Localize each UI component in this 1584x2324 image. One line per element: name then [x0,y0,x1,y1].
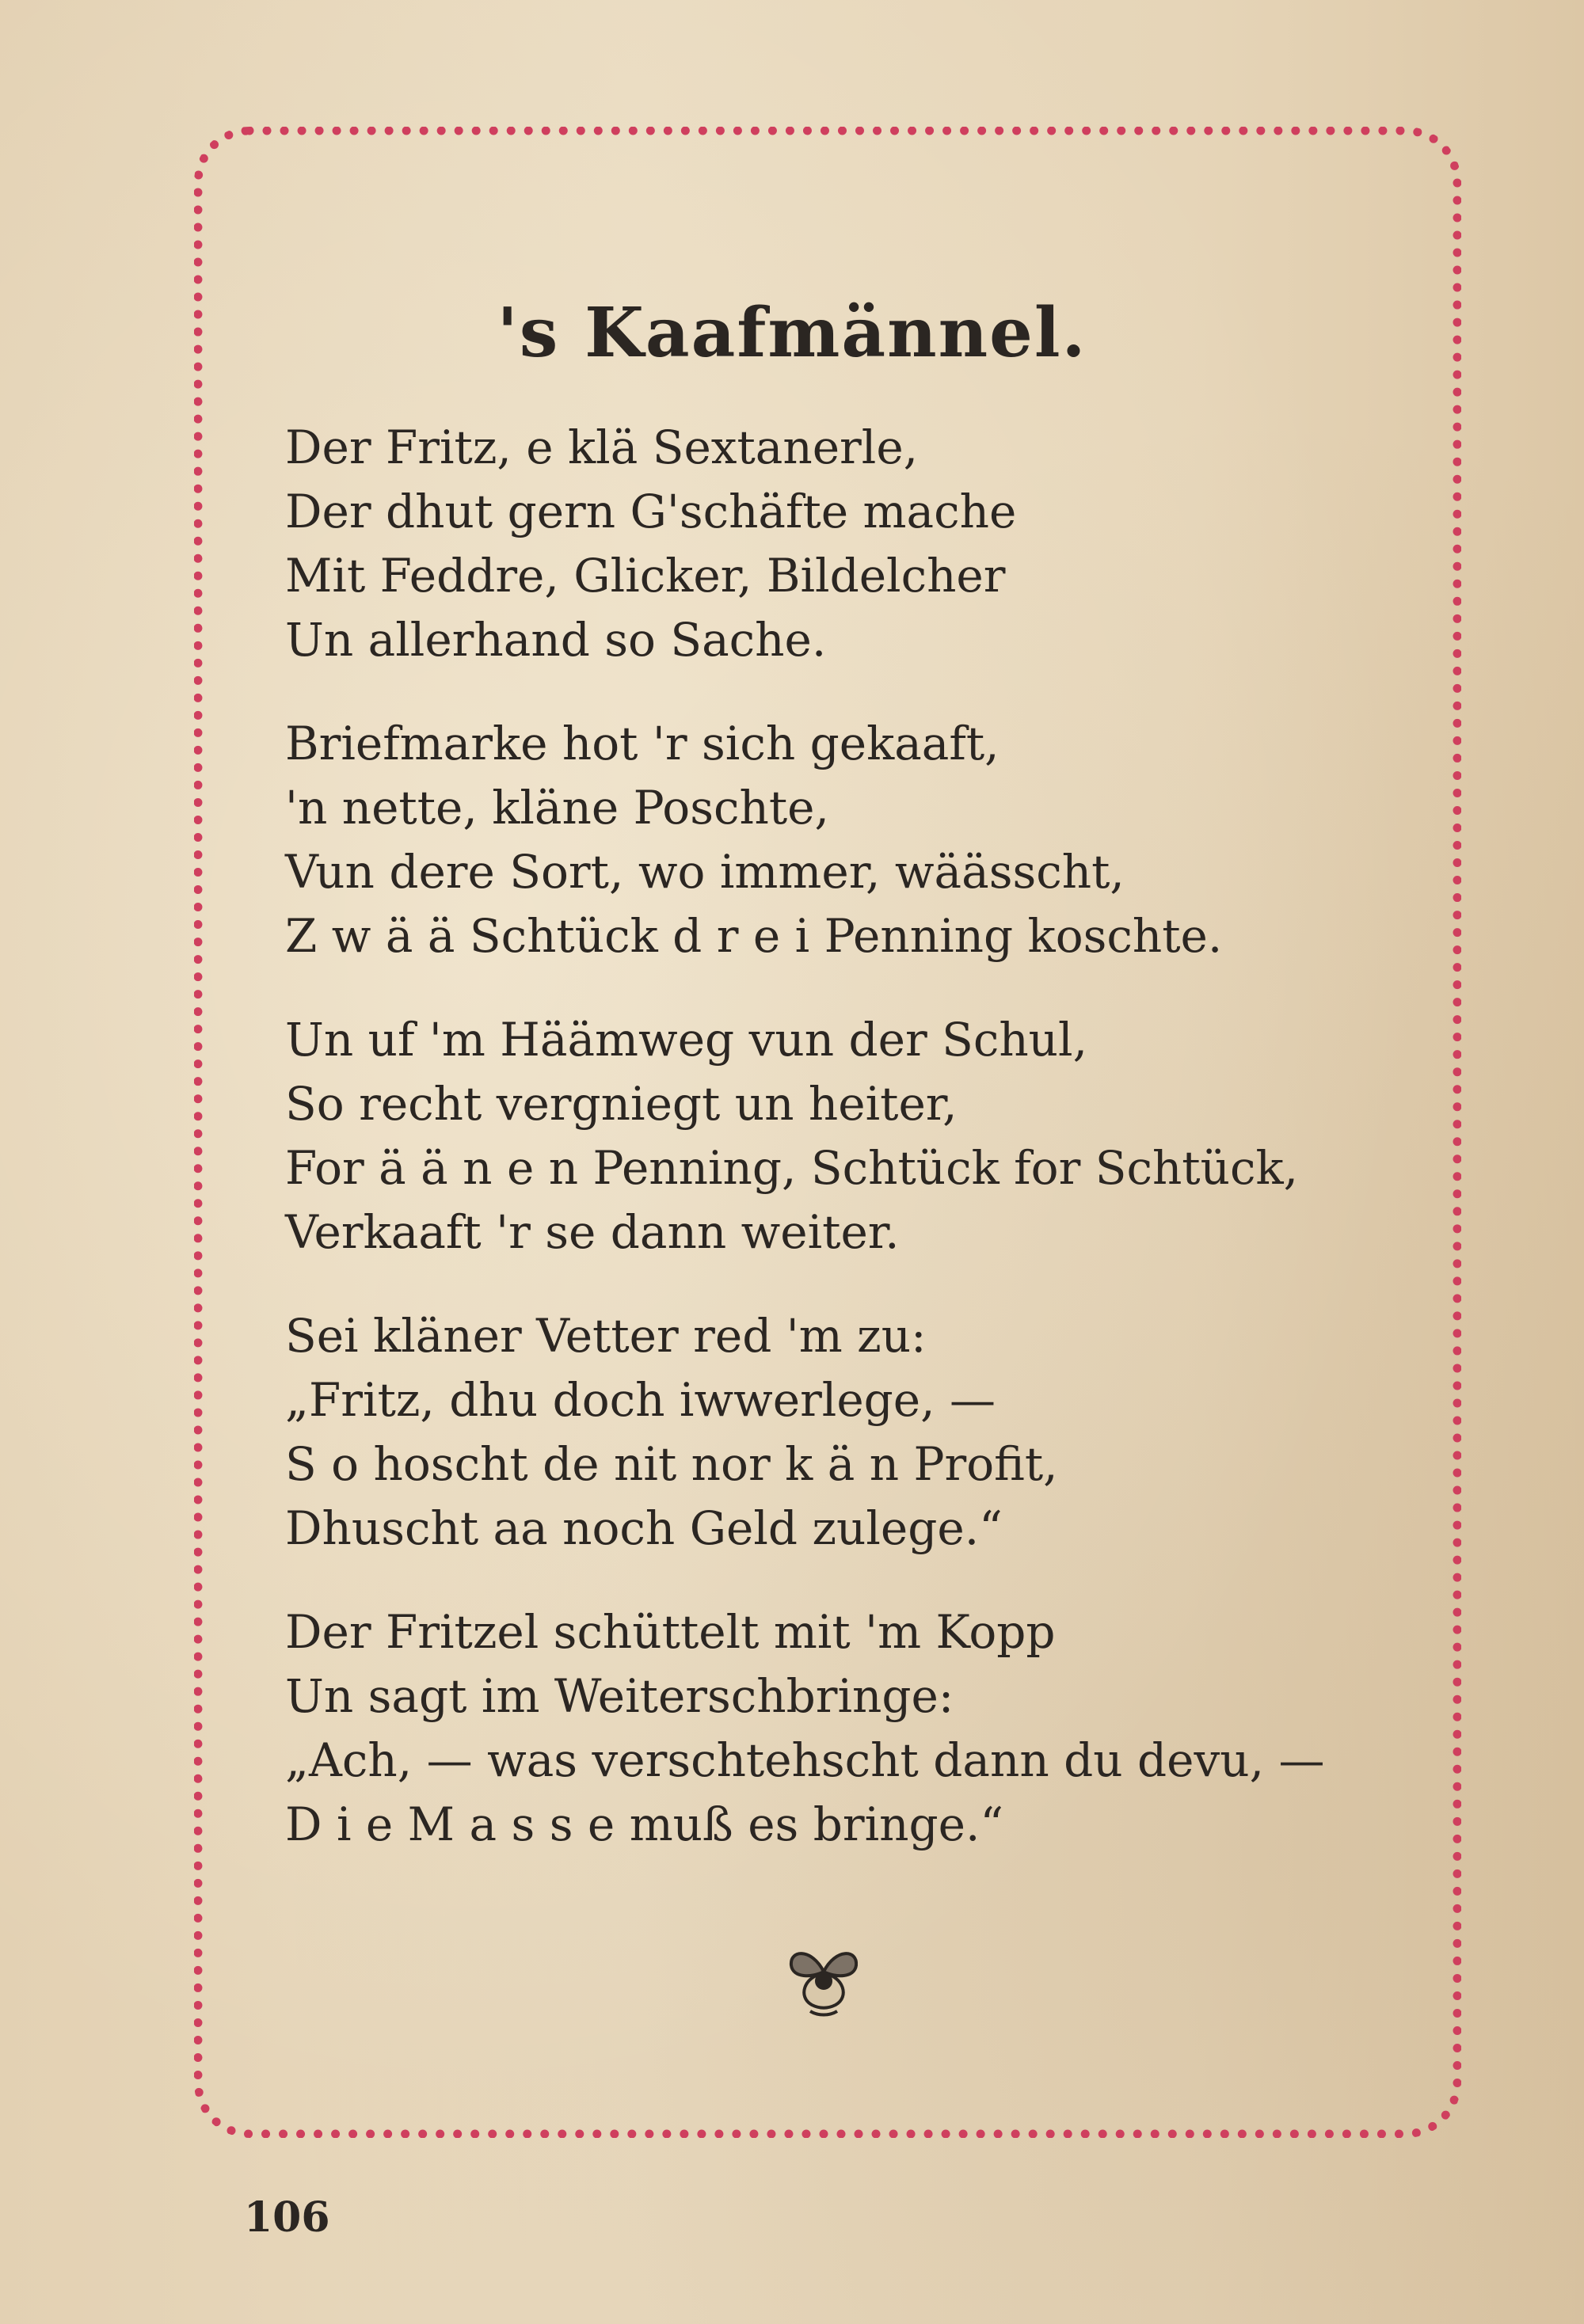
poem-line: Un sagt im Weiterschbringe: [285,1669,954,1723]
poem-line: Un uf 'm Häämweg vun der Schul, [285,1013,1088,1067]
poem-line: 'n nette, kläne Poschte, [285,781,829,835]
poem-body [285,416,1394,1896]
stanza-2 [285,712,1394,968]
poem-line: Sei kläner Vetter red 'm zu: [285,1309,927,1363]
poem-line: Dhuscht aa noch Geld zulege.“ [285,1501,1003,1555]
poem-line: Der Fritzel schüttelt mit 'm Kopp [285,1605,1056,1659]
poem-line: Der Fritz, e klä Sextanerle, [285,420,919,474]
poem-line: „Fritz, dhu doch iwwerlege, — [285,1373,996,1427]
stanza-3 [285,1008,1394,1265]
stanza-4 [285,1304,1394,1561]
stanza-1 [285,416,1394,672]
poem-line: S o hoscht de nit nor k ä n Profit, [285,1437,1058,1491]
poem-line: Z w ä ä Schtück d r e i Penning koschte. [285,909,1223,963]
poem-line: „Ach, — was verschtehscht dann du devu, — [285,1733,1325,1787]
poem-line: So recht vergniegt un heiter, [285,1077,958,1131]
poem-line: Briefmarke hot 'r sich gekaaft, [285,717,1000,770]
stanza-5 [285,1600,1394,1857]
poem-line: Verkaaft 'r se dann weiter. [285,1205,900,1259]
poem-line: For ä ä n e n Penning, Schtück for Schtück, [285,1141,1299,1195]
page-number: 106 [244,2193,330,2242]
flower-ornament-icon [780,1932,867,2019]
poem-title: 's Kaafmännel. [497,293,1087,373]
poem-line: Vun dere Sort, wo immer, wäässcht, [285,845,1125,899]
poem-line: Mit Feddre, Glicker, Bildelcher [285,549,1006,603]
poem-line: Der dhut gern G'schäfte mache [285,485,1017,538]
poem-line: D i e M a s s e muß es bringe.“ [285,1797,1004,1851]
poem-line: Un allerhand so Sache. [285,613,827,667]
